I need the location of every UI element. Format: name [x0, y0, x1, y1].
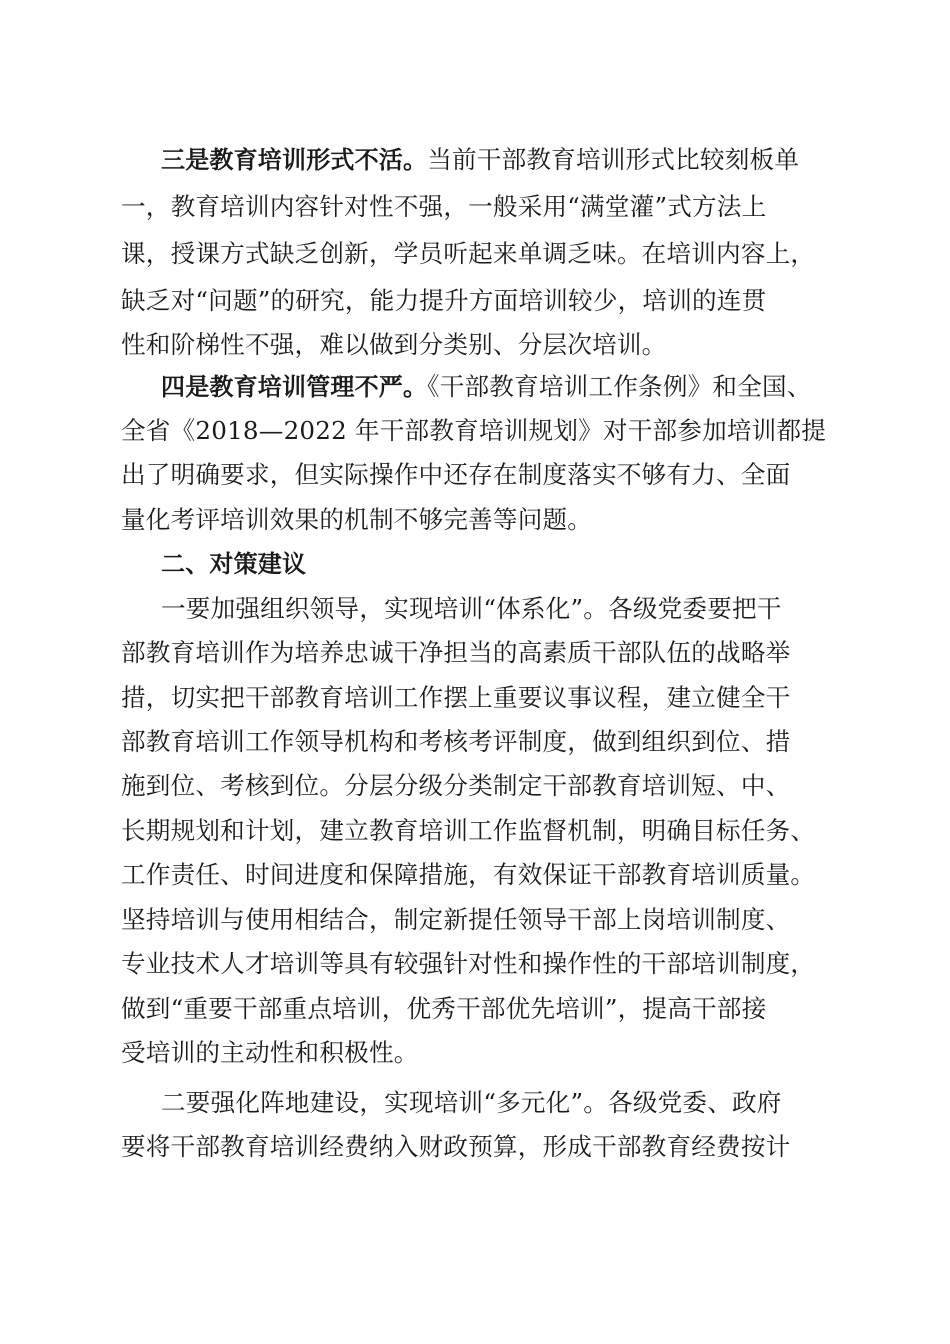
paragraph-line: 一要加强组织领导，实现培训“体系化”。各级党委要把干 — [161, 594, 782, 623]
paragraph-line: 做到“重要干部重点培训，优秀干部优先培训”，提高干部接 — [121, 994, 767, 1023]
paragraph-heading: 四是教育培训管理不严。 — [161, 373, 428, 401]
section-title: 二、对策建议 — [161, 550, 307, 578]
paragraph-line: 课，授课方式缺乏创新，学员听起来单调乏味。在培训内容上， — [121, 239, 816, 268]
paragraph-text: 当前干部教育培训形式比较刻板单 — [427, 145, 800, 174]
paragraph-line: 坚持培训与使用相结合，制定新提任领导干部上岗培训制度、 — [121, 905, 791, 934]
paragraph-line: 长期规划和计划，建立教育培训工作监督机制，明确目标任务、 — [121, 816, 816, 845]
paragraph-line — [161, 140, 799, 180]
paragraph-line: 缺乏对“问题”的研究，能力提升方面培训较少，培训的连贯 — [121, 286, 767, 315]
paragraph-line: 受培训的主动性和积极性。 — [121, 1038, 419, 1067]
paragraph-line — [161, 367, 812, 407]
paragraph-line: 二要强化阵地建设，实现培训“多元化”。各级党委、政府 — [161, 1088, 782, 1117]
paragraph-line: 措，切实把干部教育培训工作摆上重要议事议程，建立健全干 — [121, 683, 791, 712]
paragraph-line: 专业技术人才培训等具有较强针对性和操作性的干部培训制度， — [121, 949, 816, 978]
paragraph-text: 《干部教育培训工作条例》和全国、 — [427, 372, 812, 401]
paragraph-line: 全省《2018—2022 年干部教育培训规划》对干部参加培训都提 — [121, 416, 827, 445]
paragraph-line: 出了明确要求，但实际操作中还存在制度落实不够有力、全面 — [121, 460, 791, 489]
paragraph-heading: 三是教育培训形式不活。 — [161, 146, 428, 174]
paragraph-line: 要将干部教育培训经费纳入财政预算，形成干部教育经费按计 — [121, 1132, 791, 1161]
paragraph-line: 部教育培训工作领导机构和考核考评制度，做到组织到位、措 — [121, 727, 791, 756]
paragraph-line: 量化考评培训效果的机制不够完善等问题。 — [121, 505, 593, 534]
paragraph-line: 性和阶梯性不强，难以做到分类别、分层次培训。 — [121, 330, 667, 359]
paragraph-line: 工作责任、时间进度和保障措施，有效保证干部教育培训质量。 — [121, 860, 816, 889]
paragraph-line: 施到位、考核到位。分层分级分类制定干部教育培训短、中、 — [121, 771, 791, 800]
paragraph-line: 一，教育培训内容针对性不强，一般采用“满堂灌”式方法上 — [121, 192, 767, 221]
paragraph-line: 部教育培训作为培养忠诚干净担当的高素质干部队伍的战略举 — [121, 638, 791, 667]
